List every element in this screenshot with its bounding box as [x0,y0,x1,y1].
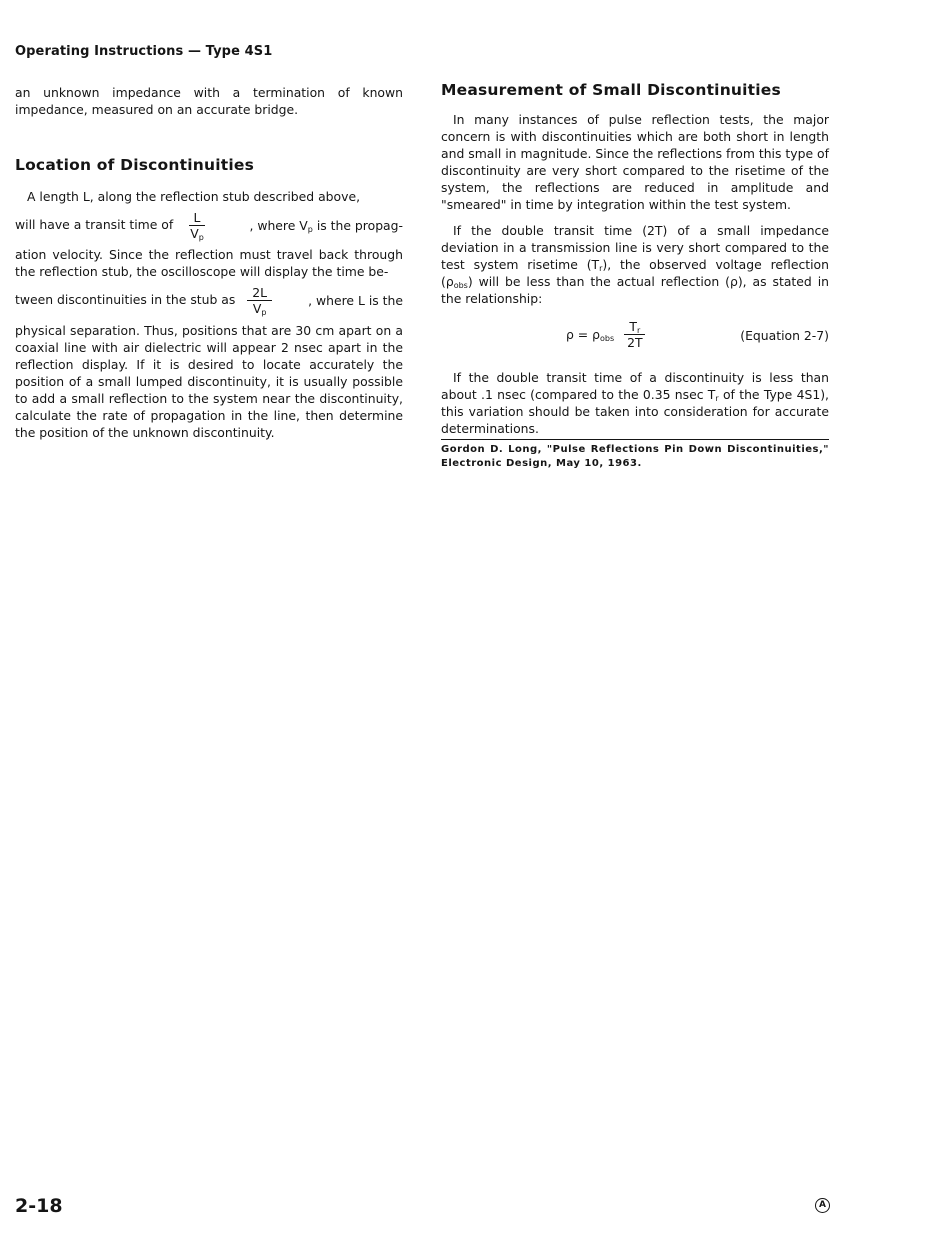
transit-time-text: will have a transit time of [15,217,174,232]
equation-label: (Equation 2-7) [740,328,829,343]
equation-lhs: $\rho = \rho_{obs}$ [566,327,615,343]
fraction-tr-over-2t [622,319,647,350]
fraction-denominator: 2T [627,335,643,350]
circled-a-mark: A [815,1198,830,1213]
running-head: Operating Instructions — Type 4S1 [15,44,273,59]
fraction-l-over-vp [185,210,209,241]
fraction-numerator: L [189,210,206,226]
equation-2-7 [441,317,829,357]
fraction-numerator: $T_r$ [624,319,645,335]
paragraph-physical-separation: physical separation. Thus, positions that are 30 cm apart on a coaxial line with air dielectric will appear 2 nsec apart in the reflection display. If it is desired to locate accurately the position of a small lumped discontinuity, it is usually possible to add a small reflection to the system near the discontinuity, calculate the rate of propagation in the line, then determine the position of the unknown discontinuity. [15,323,403,440]
footnote-citation: Gordon D. Long, "Pulse Reflections Pin Down Discontinuities," Electronic Design, May 10, 1963. [441,444,829,469]
left-column [15,84,403,441]
fraction-denominator: $V_p$ [252,301,267,317]
propagation-text: , where $V_p$ is the propag- [249,218,403,234]
paragraph-length-l: A length L, along the reflection stub described above, [27,189,361,204]
where-l-text: , where L is the [308,293,403,308]
page-number: 2-18 [15,1195,63,1217]
intro-paragraph: an unknown impedance with a termination of known impedance, measured on an accurate bridge. [15,85,403,117]
equation-body [566,319,656,350]
paragraph-transit-time-threshold: If the double transit time of a discontinuity is less than about .1 nsec (compared to the 0.35 nsec $T_r$ of the Type 4S1), this variation should be taken into consideration for accurate determinations. [441,370,829,436]
time-between-text: tween discontinuities in the stub as [15,292,236,307]
heading-location-of-discontinuities: Location of Discontinuities [15,156,255,174]
paragraph-pulse-reflection-tests: In many instances of pulse reflection tests, the major concern is with discontinuities which are both short in length and small in magnitude. Since the reflections from this type of discontinuity are very short compared to the risetime of the system, the reflections are reduced in amplitude and "smeared" in time by integration within the test system. [441,112,829,212]
fraction-numerator: 2L [247,285,272,301]
fraction-denominator: $V_p$ [190,226,204,242]
paragraph-double-transit-time: If the double transit time (2T) of a small impedance deviation in a transmission line is very short compared to the test system risetime $(T_r)$, the observed voltage reflection $(\rho_{obs})$ will be less than the actual reflection (ρ), as stated in the relationship: [441,223,829,306]
paragraph-propagation-velocity: ation velocity. Since the reflection must travel back through the reflection stub, the oscilloscope will display the time be- [15,247,403,279]
time-between-line [15,285,403,316]
transit-time-line [15,210,403,241]
footnote-divider [441,439,829,440]
heading-measurement-of-small-discontinuities: Measurement of Small Discontinuities [441,81,781,99]
fraction-2l-over-vp [247,285,272,316]
right-column [441,82,829,471]
